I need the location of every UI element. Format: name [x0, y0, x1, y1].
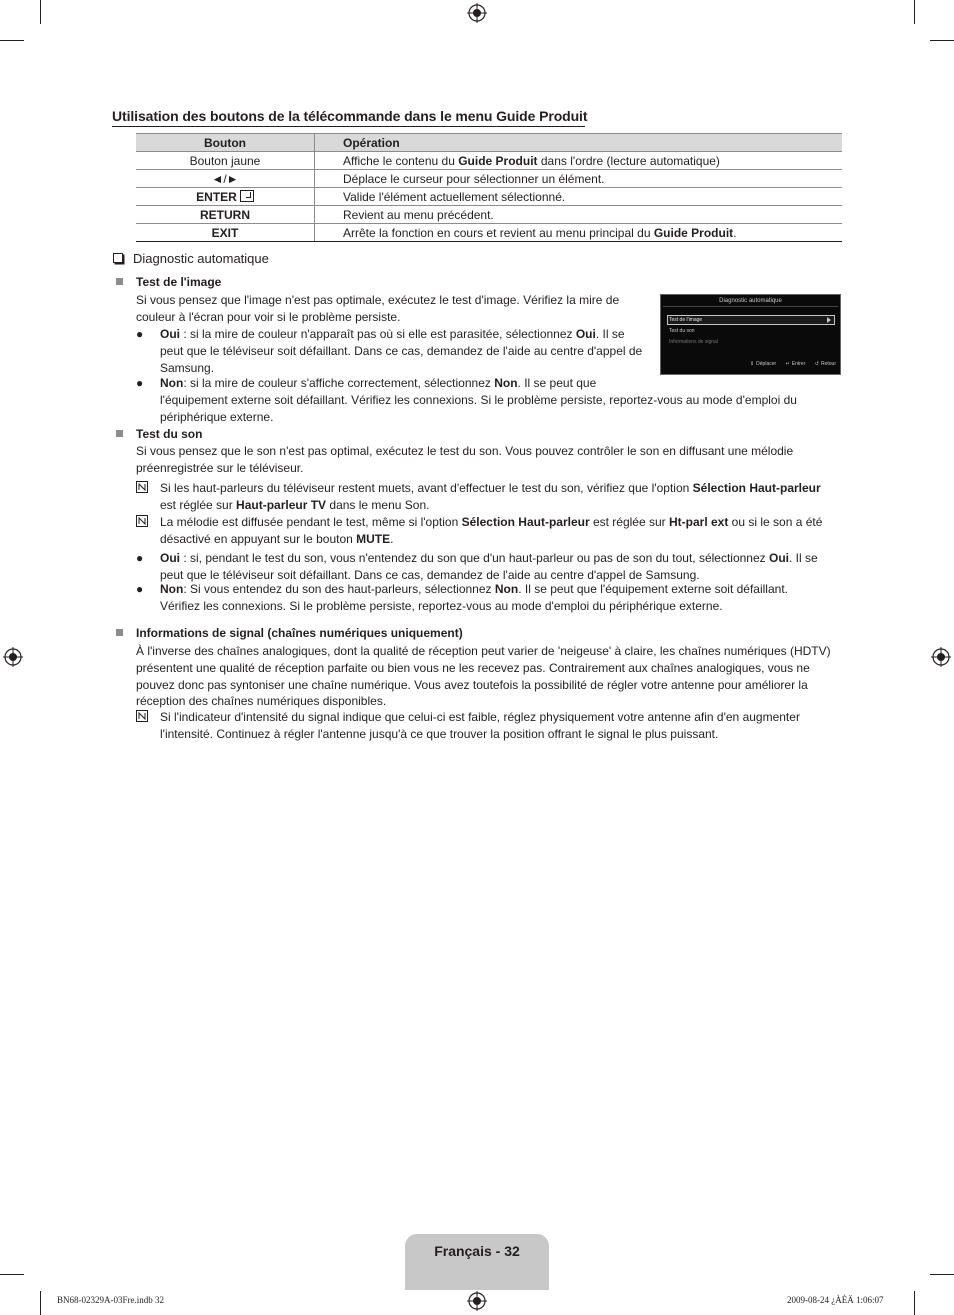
table-row	[136, 152, 842, 170]
image-test-oui-bullet: ● Oui : si la mire de couleur n'apparaît pas où si elle est parasitée, sélectionnez Oui. Il se peut que le téléviseur soit défaillant. Dans ce cas, demandez de l'aide au centre d'appel de Samsung.	[136, 327, 643, 375]
table-row	[136, 170, 842, 188]
bullet-dot-icon: ●	[136, 376, 144, 390]
sound-test-heading: Test du son	[116, 427, 202, 441]
table-header-row	[136, 134, 842, 152]
enter-icon	[240, 190, 254, 202]
sound-test-oui-bullet: ● Oui : si, pendant le test du son, vous n'entendez du son que d'un haut-parleur ou pas de son du tout, sélectionnez Oui. Il se peut que le téléviseur soit défaillant. Dans ce cas, demandez de l'aide au centre d'appel de Samsung.	[136, 551, 818, 582]
crop-mark	[930, 1274, 954, 1275]
page-number-label: Français - 32	[434, 1243, 520, 1259]
return-icon: ↺	[814, 361, 819, 367]
sound-test-note-1: Si les haut-parleurs du téléviseur restent muets, avant d'effectuer le test du son, vérifiez que l'option Sélection Haut-parleur est réglée sur Haut-parleur TV dans le menu Son.	[136, 480, 842, 514]
button-cell: ◄/►	[136, 170, 315, 188]
square-bullet-icon	[116, 629, 123, 636]
signal-info-heading: Informations de signal (chaînes numériques uniquement)	[116, 626, 463, 640]
crop-mark	[914, 1291, 915, 1315]
crop-mark	[0, 40, 24, 41]
sound-test-intro: Si vous pensez que le son n'est pas optimal, exécutez le test du son. Vous pouvez contrôler le son en diffusant une mélodie préenregistrée sur le téléviseur.	[136, 444, 794, 475]
tv-menu-item: Informations de signal	[669, 339, 718, 345]
tv-menu-item: Test de l'image	[669, 317, 703, 323]
table-row	[136, 224, 842, 242]
image-test-non-bullet: ● Non: si la mire de couleur s'affiche correctement, sélectionnez Non. Il se peut que l'équipement externe soit défaillant. Vérifiez les connexions. Si le problème persiste, reportez-vous au mode d'emploi du périphérique externe.	[136, 376, 797, 424]
crop-mark	[914, 0, 915, 24]
title-underline	[112, 126, 585, 127]
crop-mark	[40, 1291, 41, 1315]
diagnostic-heading: Diagnostic automatique	[113, 251, 269, 266]
tv-menu-screenshot	[660, 294, 841, 375]
operation-cell: Revient au menu précédent.	[315, 206, 843, 224]
footer-timestamp: 2009-08-24 ¿ÀÈÄ 1:06:07	[787, 1295, 884, 1305]
square-bullet-icon	[116, 430, 123, 437]
enter-icon: ↵	[785, 361, 790, 367]
crop-mark	[0, 1274, 24, 1275]
signal-info-note: Si l'indicateur d'intensité du signal indique que celui-ci est faible, réglez physiquement votre antenne afin d'en augmenter l'intensité. Continuez à régler l'antenne jusqu'à ce que trouver la position offrant le signal le plus puissant.	[136, 709, 842, 743]
registration-mark-icon	[3, 647, 23, 667]
button-cell: ENTER	[136, 188, 315, 206]
note-icon	[136, 515, 148, 527]
table-row	[136, 188, 842, 206]
table-row	[136, 206, 842, 224]
registration-mark-icon	[467, 1291, 487, 1311]
operation-cell: Affiche le contenu du Guide Produit dans l'ordre (lecture automatique)	[315, 152, 843, 170]
sound-test-note-2: La mélodie est diffusée pendant le test, même si l'option Sélection Haut-parleur est réglée sur Ht-parl ext ou si le son a été désactivé en appuyant sur le bouton MUTE.	[136, 514, 842, 548]
note-icon	[136, 710, 148, 722]
column-header-operation: Opération	[315, 134, 843, 152]
registration-mark-icon	[931, 647, 951, 667]
image-test-intro: Si vous pensez que l'image n'est pas optimale, exécutez le test d'image. Vérifiez la mire de couleur à l'écran pour voir si le problème persiste.	[136, 293, 620, 324]
page-number-tab	[405, 1234, 549, 1290]
bullet-dot-icon: ●	[136, 327, 144, 341]
arrow-right-icon	[827, 317, 831, 323]
operation-cell: Arrête la fonction en cours et revient au menu principal du Guide Produit.	[315, 224, 843, 242]
registration-mark-icon	[467, 3, 487, 23]
tv-menu-item: Test du son	[669, 328, 695, 334]
image-test-heading: Test de l'image	[116, 275, 221, 289]
tv-menu-title: Diagnostic automatique	[719, 298, 782, 304]
crop-mark	[40, 0, 41, 24]
sound-test-non-bullet: ● Non: Si vous entendez du son des haut-parleurs, sélectionnez Non. Il se peut que l'équipement externe soit défaillant. Vérifiez les connexions. Si le problème persiste, reportez-vous au mode d'emploi du périphérique externe.	[136, 582, 788, 613]
column-header-button: Bouton	[136, 134, 315, 152]
bullet-dot-icon: ●	[136, 582, 144, 596]
tv-menu-divider	[663, 306, 838, 307]
note-icon	[136, 481, 148, 493]
button-cell: RETURN	[136, 206, 315, 224]
bullet-dot-icon: ●	[136, 551, 144, 565]
checkbox-icon	[113, 253, 123, 263]
button-cell: EXIT	[136, 224, 315, 242]
button-operations-table	[136, 133, 842, 242]
signal-info-intro: À l'inverse des chaînes analogiques, dont la qualité de réception peut varier de 'neigeuse' à claire, les chaînes numériques (HDTV) présentent une qualité de réception parfaite ou bien vous ne les recevez pas. Contrairement aux chaînes analogiques, vous ne pouvez donc pas syntoniser une chaîne numérique. Vous avez toutefois la possibilité de régler votre antenne pour améliorer la réception des chaînes numériques disponibles.	[136, 644, 831, 709]
operation-cell: Déplace le curseur pour sélectionner un élément.	[315, 170, 843, 188]
square-bullet-icon	[116, 278, 123, 285]
tv-menu-footer: ⇕ Déplacer ↵ Entrer ↺ Retour	[749, 361, 836, 367]
crop-mark	[930, 40, 954, 41]
button-cell: Bouton jaune	[136, 152, 315, 170]
footer-filename: BN68-02329A-03Fre.indb 32	[57, 1295, 164, 1305]
section-title: Utilisation des boutons de la télécommande dans le menu Guide Produit	[112, 108, 588, 124]
operation-cell: Valide l'élément actuellement sélectionné.	[315, 188, 843, 206]
move-icon: ⇕	[749, 361, 755, 367]
